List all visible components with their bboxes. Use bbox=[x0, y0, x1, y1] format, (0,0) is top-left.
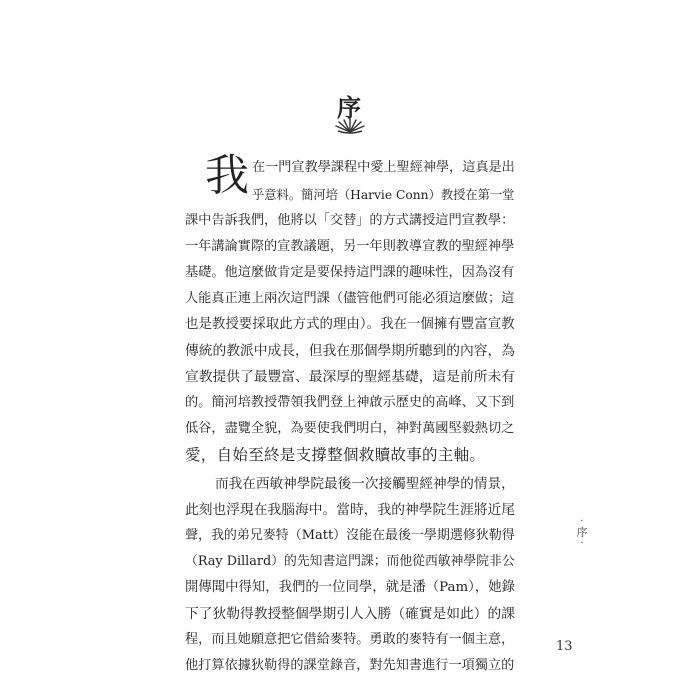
body-text-line: 開傳聞中得知，我們的一位同學，就是潘（Pam），她錄 bbox=[185, 580, 515, 595]
body-text-line: 程，而且她願意把它借給麥特。勇敢的麥特有一個主意， bbox=[185, 632, 515, 647]
body-text-line: 傳統的教派中成長，但我在那個學期所聽到的內容，為 bbox=[185, 343, 516, 359]
side-chapter-tab bbox=[576, 518, 588, 548]
body-text-line: 此刻也浮現在我腦海中。當時，我的神學院生涯將近尾 bbox=[185, 502, 516, 518]
body-text-line: 低谷，盡覽全貌，為要使我們明白，神對萬國堅毅熱切之 bbox=[185, 421, 515, 436]
body-text-line: 課中告訴我們，他將以「交替」的方式講授這門宣教學： bbox=[185, 213, 515, 228]
body-text-line: 乎意料。簡河培（Harvie Conn）教授在第一堂 bbox=[252, 188, 515, 202]
fan-ornament-icon bbox=[333, 118, 367, 134]
body-text-line: 聲，我的弟兄麥特（Matt）沒能在最後一學期選修狄勒得 bbox=[185, 528, 515, 543]
page-number: 13 bbox=[556, 639, 573, 654]
body-text-line: 在一門宣教學課程中愛上聖經神學，這真是出 bbox=[252, 160, 515, 175]
tab-dot: · bbox=[580, 516, 584, 527]
body-text-line: 也是教授要採取此方式的理由）。我在一個擁有豐富宣教 bbox=[185, 317, 515, 332]
body-text-line: 而我在西敏神學院最後一次接觸聖經神學的情景， bbox=[215, 476, 515, 492]
body-text-line: 一年講論實際的宣教議題，另一年則教導宣教的聖經神學 bbox=[185, 239, 515, 254]
chapter-title: 序 bbox=[337, 93, 363, 122]
body-text-line: 宣教提供了最豐富、最深厚的聖經基礎，這是前所未有 bbox=[185, 369, 516, 385]
drop-cap: 我 bbox=[205, 150, 249, 201]
body-text-line: 愛，自始至終是支撐整個救贖故事的主軸。 bbox=[185, 446, 486, 464]
body-text-line: （Ray Dillard）的先知書這門課；而他從西敏神學院非公 bbox=[185, 554, 515, 569]
body-text-line: 的。簡河培教授帶領我們登上神啟示歷史的高峰、又下到 bbox=[185, 395, 515, 410]
body-text-line: 人能真正連上兩次這門課（儘管他們可能必須這麼做；這 bbox=[185, 291, 515, 306]
tab-dot: · bbox=[580, 538, 584, 549]
body-text-line: 基礎。他這麼做肯定是要保持這門課的趣味性，因為沒有 bbox=[185, 265, 515, 280]
body-text-line: 他打算依據狄勒得的課堂錄音，對先知書進行一項獨立的 bbox=[185, 658, 515, 673]
side-chapter-label: 序 bbox=[576, 526, 588, 539]
body-text-line: 下了狄勒得教授整個學期引人入勝（確實是如此）的課 bbox=[185, 606, 516, 622]
